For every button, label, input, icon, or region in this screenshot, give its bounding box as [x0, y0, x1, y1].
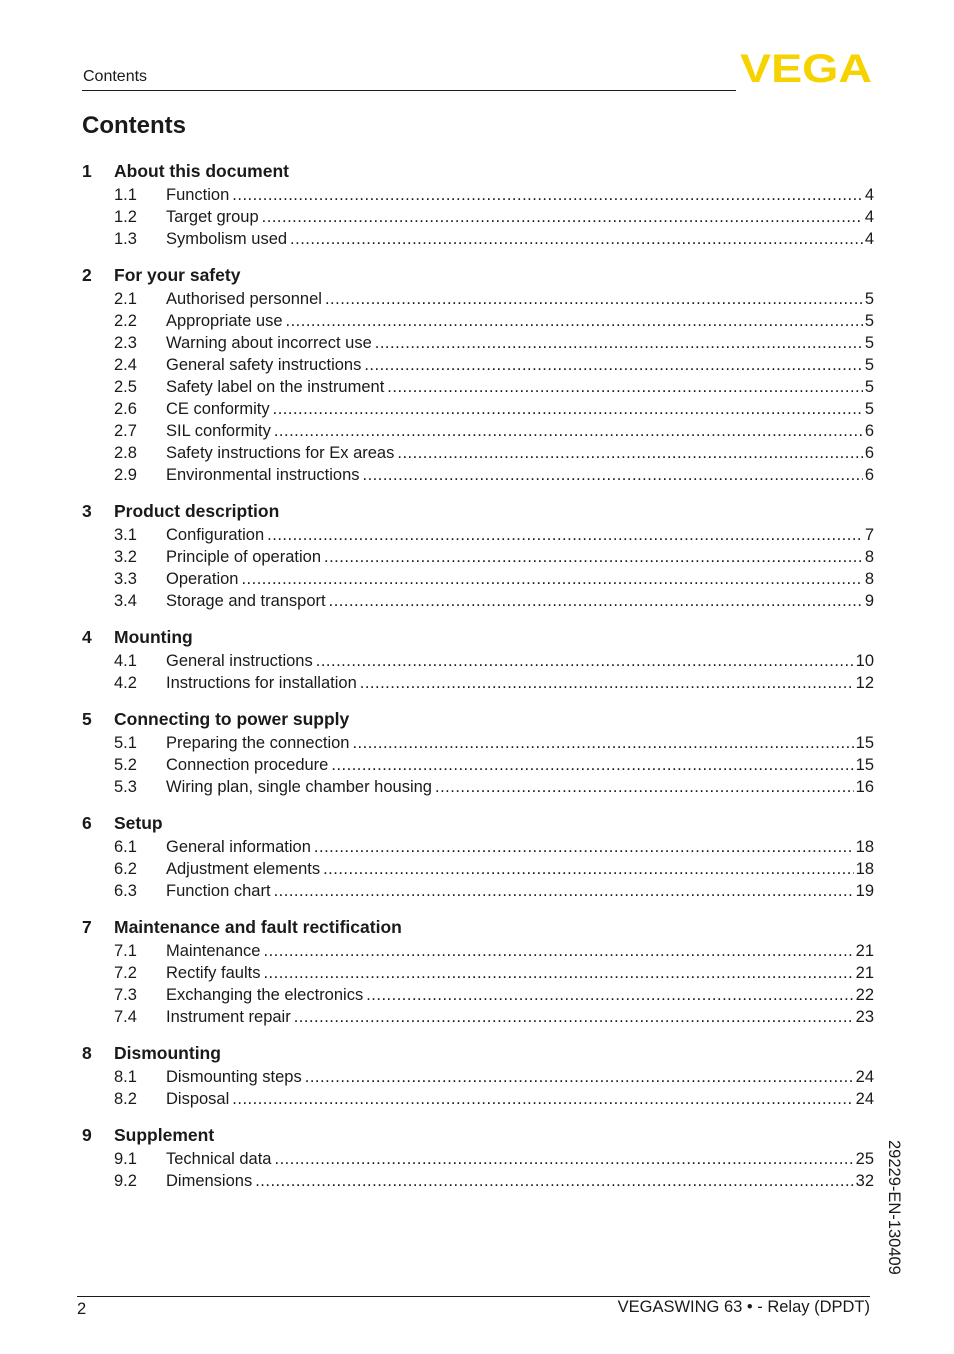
entry-page-number: 5	[864, 334, 874, 352]
entry-page-number: 18	[855, 838, 874, 856]
entry-page-number: 9	[864, 592, 874, 610]
page-title: Contents	[82, 112, 186, 139]
section-title: Dismounting	[114, 1042, 221, 1063]
entry-title: Target group	[166, 208, 259, 226]
entry-page-number: 5	[864, 356, 874, 374]
entry-title: Wiring plan, single chamber housing	[166, 778, 432, 796]
toc-section	[82, 498, 874, 612]
entry-title: Warning about incorrect use	[166, 334, 372, 352]
dot-leader	[294, 1006, 854, 1028]
entry-title: Storage and transport	[166, 592, 326, 610]
entry-page-number: 5	[864, 400, 874, 418]
entry-number: 2.6	[114, 400, 137, 418]
entry-number: 5.1	[114, 734, 137, 752]
entry-title: General information	[166, 838, 311, 856]
entry-title: CE conformity	[166, 400, 270, 418]
entry-page-number: 7	[864, 526, 874, 544]
toc-entry[interactable]	[82, 354, 874, 376]
entry-page-number: 32	[855, 1172, 874, 1190]
dot-leader	[241, 568, 862, 590]
section-title: Maintenance and fault rectification	[114, 916, 402, 937]
entry-title: Adjustment elements	[166, 860, 321, 878]
entry-title: Authorised personnel	[166, 290, 322, 308]
toc-entry[interactable]	[82, 332, 874, 354]
toc-section	[82, 810, 874, 902]
toc-entry[interactable]	[82, 880, 874, 902]
dot-leader	[305, 1066, 854, 1088]
entry-number: 3.4	[114, 592, 137, 610]
toc-section-heading[interactable]	[82, 624, 874, 650]
entry-number: 2.5	[114, 378, 137, 396]
entry-title: General safety instructions	[166, 356, 362, 374]
entry-title: Safety label on the instrument	[166, 378, 385, 396]
entry-page-number: 8	[864, 548, 874, 566]
entry-title: Safety instructions for Ex areas	[166, 444, 395, 462]
entry-number: 6.2	[114, 860, 137, 878]
entry-title: Maintenance	[166, 942, 261, 960]
toc-entry[interactable]	[82, 776, 874, 798]
entry-title: Dismounting steps	[166, 1068, 302, 1086]
toc-entry[interactable]	[82, 858, 874, 880]
dot-leader	[366, 984, 853, 1006]
entry-page-number: 4	[864, 230, 874, 248]
entry-number: 4.2	[114, 674, 137, 692]
entry-title: Exchanging the electronics	[166, 986, 364, 1004]
toc-section-heading[interactable]	[82, 1122, 874, 1148]
section-title: About this document	[114, 160, 289, 181]
section-number: 6	[82, 812, 92, 833]
entry-page-number: 21	[855, 942, 874, 960]
entry-number: 2.1	[114, 290, 137, 308]
dot-leader	[232, 184, 863, 206]
entry-page-number: 10	[855, 652, 874, 670]
entry-number: 3.1	[114, 526, 137, 544]
vega-logo-text: VEGA	[740, 50, 872, 86]
toc-entry[interactable]	[82, 650, 874, 672]
entry-page-number: 5	[864, 312, 874, 330]
entry-title: Operation	[166, 570, 239, 588]
footer-product-name: VEGASWING 63 • - Relay (DPDT)	[617, 1298, 870, 1316]
vega-logo	[740, 50, 874, 86]
entry-number: 8.1	[114, 1068, 137, 1086]
section-number: 2	[82, 264, 92, 285]
entry-title: Disposal	[166, 1090, 230, 1108]
entry-page-number: 6	[864, 444, 874, 462]
section-number: 9	[82, 1124, 92, 1145]
toc-entry[interactable]	[82, 984, 874, 1006]
entry-title: Function chart	[166, 882, 271, 900]
toc-section-heading[interactable]	[82, 262, 874, 288]
entry-page-number: 25	[855, 1150, 874, 1168]
toc-entry[interactable]	[82, 546, 874, 568]
toc-entry[interactable]	[82, 310, 874, 332]
section-number: 5	[82, 708, 92, 729]
dot-leader	[267, 524, 863, 546]
dot-leader	[323, 858, 854, 880]
toc-entry[interactable]	[82, 376, 874, 398]
entry-page-number: 8	[864, 570, 874, 588]
dot-leader	[331, 754, 853, 776]
dot-leader	[324, 546, 863, 568]
entry-title: Function	[166, 186, 230, 204]
toc-entry[interactable]	[82, 836, 874, 858]
toc-entry[interactable]	[82, 1088, 874, 1110]
section-title: For your safety	[114, 264, 241, 285]
dot-leader	[387, 376, 863, 398]
dot-leader	[262, 206, 863, 228]
toc-section	[82, 706, 874, 798]
entry-title: Appropriate use	[166, 312, 283, 330]
entry-page-number: 18	[855, 860, 874, 878]
entry-number: 3.3	[114, 570, 137, 588]
entry-number: 1.2	[114, 208, 137, 226]
entry-number: 7.1	[114, 942, 137, 960]
toc-entry[interactable]	[82, 442, 874, 464]
toc-entry[interactable]	[82, 1066, 874, 1088]
toc-entry[interactable]	[82, 732, 874, 754]
toc-section	[82, 1040, 874, 1110]
entry-number: 1.3	[114, 230, 137, 248]
entry-title: Technical data	[166, 1150, 272, 1168]
toc-entry[interactable]	[82, 672, 874, 694]
entry-number: 4.1	[114, 652, 137, 670]
toc-entry[interactable]	[82, 206, 874, 228]
entry-title: Principle of operation	[166, 548, 322, 566]
entry-title: Connection procedure	[166, 756, 329, 774]
toc-entry[interactable]	[82, 1148, 874, 1170]
dot-leader	[364, 354, 862, 376]
dot-leader	[435, 776, 854, 798]
dot-leader	[360, 672, 854, 694]
entry-number: 2.2	[114, 312, 137, 330]
entry-page-number: 16	[855, 778, 874, 796]
toc-section-heading[interactable]	[82, 810, 874, 836]
section-number: 8	[82, 1042, 92, 1063]
entry-title: Rectify faults	[166, 964, 261, 982]
toc-entry[interactable]	[82, 1170, 874, 1192]
dot-leader	[274, 880, 854, 902]
entry-number: 6.3	[114, 882, 137, 900]
dot-leader	[263, 940, 853, 962]
dot-leader	[325, 288, 863, 310]
entry-page-number: 15	[855, 756, 874, 774]
toc-section-heading[interactable]	[82, 914, 874, 940]
entry-page-number: 24	[855, 1068, 874, 1086]
entry-title: General instructions	[166, 652, 313, 670]
dot-leader	[255, 1170, 853, 1192]
entry-number: 2.9	[114, 466, 137, 484]
entry-number: 9.2	[114, 1172, 137, 1190]
dot-leader	[375, 332, 863, 354]
toc-section	[82, 624, 874, 694]
section-number: 4	[82, 626, 92, 647]
section-number: 7	[82, 916, 92, 937]
entry-page-number: 6	[864, 422, 874, 440]
dot-leader	[397, 442, 862, 464]
dot-leader	[314, 836, 854, 858]
dot-leader	[363, 464, 863, 486]
entry-page-number: 15	[855, 734, 874, 752]
toc-entry[interactable]	[82, 754, 874, 776]
entry-page-number: 19	[855, 882, 874, 900]
section-title: Product description	[114, 500, 280, 521]
entry-page-number: 12	[855, 674, 874, 692]
entry-page-number: 24	[855, 1090, 874, 1108]
toc-section	[82, 262, 874, 486]
dot-leader	[274, 420, 863, 442]
entry-title: Symbolism used	[166, 230, 288, 248]
toc-entry[interactable]	[82, 940, 874, 962]
entry-page-number: 6	[864, 466, 874, 484]
toc-entry[interactable]	[82, 228, 874, 250]
dot-leader	[273, 398, 863, 420]
toc-entry[interactable]	[82, 590, 874, 612]
toc-entry[interactable]	[82, 962, 874, 984]
entry-number: 9.1	[114, 1150, 137, 1168]
entry-title: Instrument repair	[166, 1008, 291, 1026]
entry-number: 8.2	[114, 1090, 137, 1108]
footer-page-number: 2	[77, 1300, 87, 1318]
entry-number: 1.1	[114, 186, 137, 204]
entry-number: 2.4	[114, 356, 137, 374]
toc-entry[interactable]	[82, 464, 874, 486]
entry-title: SIL conformity	[166, 422, 271, 440]
entry-number: 5.3	[114, 778, 137, 796]
toc-entry[interactable]	[82, 524, 874, 546]
dot-leader	[232, 1088, 853, 1110]
entry-number: 7.4	[114, 1008, 137, 1026]
section-title: Mounting	[114, 626, 193, 647]
dot-leader	[263, 962, 853, 984]
table-of-contents	[82, 158, 874, 1204]
toc-section	[82, 914, 874, 1028]
entry-title: Environmental instructions	[166, 466, 360, 484]
entry-page-number: 21	[855, 964, 874, 982]
entry-number: 7.2	[114, 964, 137, 982]
document-code: 29229-EN-130409	[885, 1140, 903, 1275]
entry-title: Configuration	[166, 526, 265, 544]
toc-entry[interactable]	[82, 420, 874, 442]
dot-leader	[286, 310, 863, 332]
entry-page-number: 4	[864, 186, 874, 204]
toc-section-heading[interactable]	[82, 498, 874, 524]
toc-section	[82, 1122, 874, 1192]
entry-page-number: 5	[864, 290, 874, 308]
entry-number: 2.3	[114, 334, 137, 352]
entry-page-number: 5	[864, 378, 874, 396]
toc-entry[interactable]	[82, 288, 874, 310]
toc-entry[interactable]	[82, 568, 874, 590]
vega-logo-icon	[740, 50, 874, 86]
toc-section-heading[interactable]	[82, 158, 874, 184]
dot-leader	[316, 650, 854, 672]
toc-section-heading[interactable]	[82, 1040, 874, 1066]
section-number: 1	[82, 160, 92, 181]
entry-number: 2.8	[114, 444, 137, 462]
footer-divider	[77, 1296, 870, 1297]
entry-number: 7.3	[114, 986, 137, 1004]
toc-entry[interactable]	[82, 1006, 874, 1028]
section-number: 3	[82, 500, 92, 521]
entry-page-number: 22	[855, 986, 874, 1004]
toc-section-heading[interactable]	[82, 706, 874, 732]
entry-number: 3.2	[114, 548, 137, 566]
entry-title: Preparing the connection	[166, 734, 350, 752]
dot-leader	[329, 590, 863, 612]
toc-entry[interactable]	[82, 398, 874, 420]
header-divider	[82, 90, 736, 91]
entry-number: 5.2	[114, 756, 137, 774]
entry-number: 6.1	[114, 838, 137, 856]
dot-leader	[290, 228, 863, 250]
entry-page-number: 4	[864, 208, 874, 226]
entry-number: 2.7	[114, 422, 137, 440]
entry-title: Dimensions	[166, 1172, 253, 1190]
toc-section	[82, 158, 874, 250]
entry-title: Instructions for installation	[166, 674, 357, 692]
section-title: Setup	[114, 812, 163, 833]
running-header: Contents	[83, 68, 148, 85]
dot-leader	[275, 1148, 854, 1170]
section-title: Connecting to power supply	[114, 708, 350, 729]
section-title: Supplement	[114, 1124, 215, 1145]
dot-leader	[352, 732, 853, 754]
toc-entry[interactable]	[82, 184, 874, 206]
entry-page-number: 23	[855, 1008, 874, 1026]
